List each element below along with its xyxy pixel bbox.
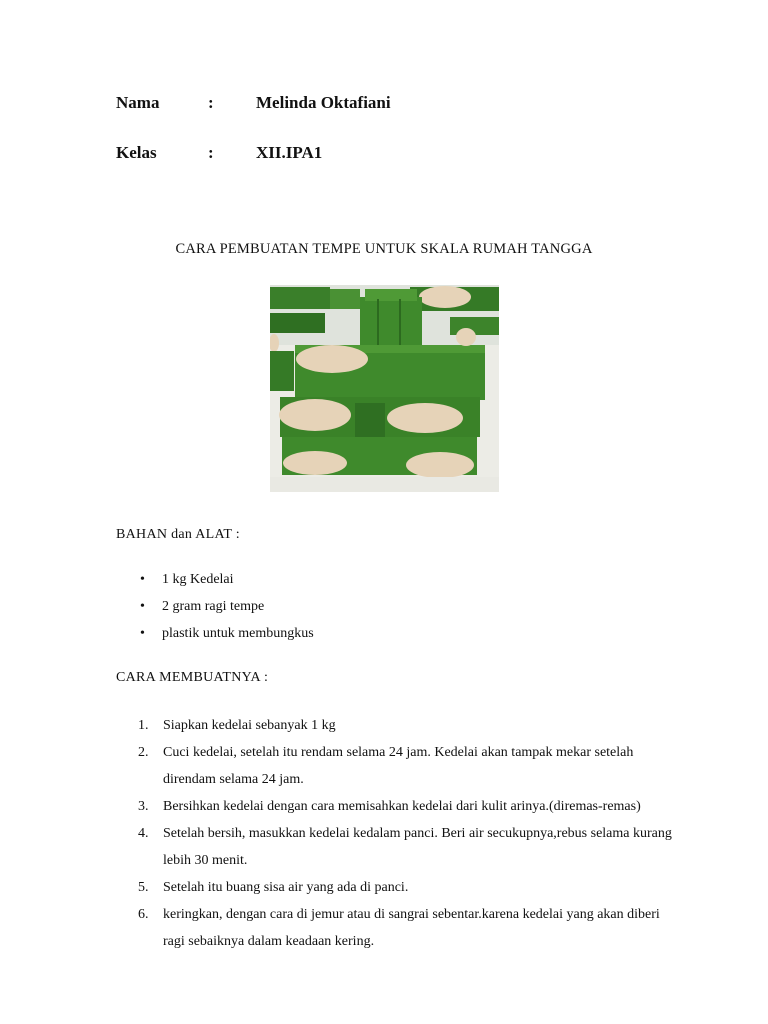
- bullet-icon: •: [140, 626, 145, 641]
- list-item: [116, 624, 314, 651]
- tempe-photo: [270, 285, 499, 492]
- step-item: [116, 901, 676, 955]
- step-text: Setelah itu buang sisa air yang ada di panci.: [163, 880, 409, 895]
- class-label: Kelas: [116, 143, 157, 162]
- step-item: [116, 820, 676, 874]
- steps-list: [116, 712, 676, 955]
- materials-heading: BAHAN dan ALAT :: [116, 527, 240, 542]
- name-value: Melinda Oktafiani: [256, 93, 391, 112]
- tempe-photo-illustration: [270, 285, 499, 492]
- step-number: 4.: [138, 826, 149, 841]
- bullet-icon: •: [140, 572, 145, 587]
- step-text: Setelah bersih, masukkan kedelai kedalam panci. Beri air secukupnya,rebus selama kurang lebih 30 menit.: [163, 826, 672, 868]
- step-text: keringkan, dengan cara di jemur atau di sangrai sebentar.karena kedelai yang akan diberi ragi sebaiknya dalam keadaan kering.: [163, 907, 660, 949]
- class-colon: :: [208, 143, 214, 162]
- steps-heading: CARA MEMBUATNYA :: [116, 670, 269, 685]
- list-item: [116, 597, 314, 624]
- step-number: 3.: [138, 799, 149, 814]
- list-item-text: 1 kg Kedelai: [162, 572, 234, 587]
- step-item: [116, 874, 676, 901]
- bullet-icon: •: [140, 599, 145, 614]
- step-item: [116, 793, 676, 820]
- step-text: Siapkan kedelai sebanyak 1 kg: [163, 718, 336, 733]
- step-number: 1.: [138, 718, 149, 733]
- step-item: [116, 739, 676, 793]
- step-number: 6.: [138, 907, 149, 922]
- class-value: XII.IPA1: [256, 143, 323, 162]
- list-item-text: plastik untuk membungkus: [162, 626, 314, 641]
- document-title: CARA PEMBUATAN TEMPE UNTUK SKALA RUMAH TANGGA: [175, 241, 593, 257]
- name-label: Nama: [116, 93, 160, 112]
- list-item-text: 2 gram ragi tempe: [162, 599, 265, 614]
- materials-list: [116, 570, 314, 651]
- step-text: Bersihkan kedelai dengan cara memisahkan kedelai dari kulit arinya.(diremas-remas): [163, 799, 641, 814]
- step-number: 5.: [138, 880, 149, 895]
- name-colon: :: [208, 93, 214, 112]
- step-text: Cuci kedelai, setelah itu rendam selama 24 jam. Kedelai akan tampak mekar setelah direndam selama 24 jam.: [163, 745, 634, 787]
- step-number: 2.: [138, 745, 149, 760]
- list-item: [116, 570, 314, 597]
- step-item: [116, 712, 676, 739]
